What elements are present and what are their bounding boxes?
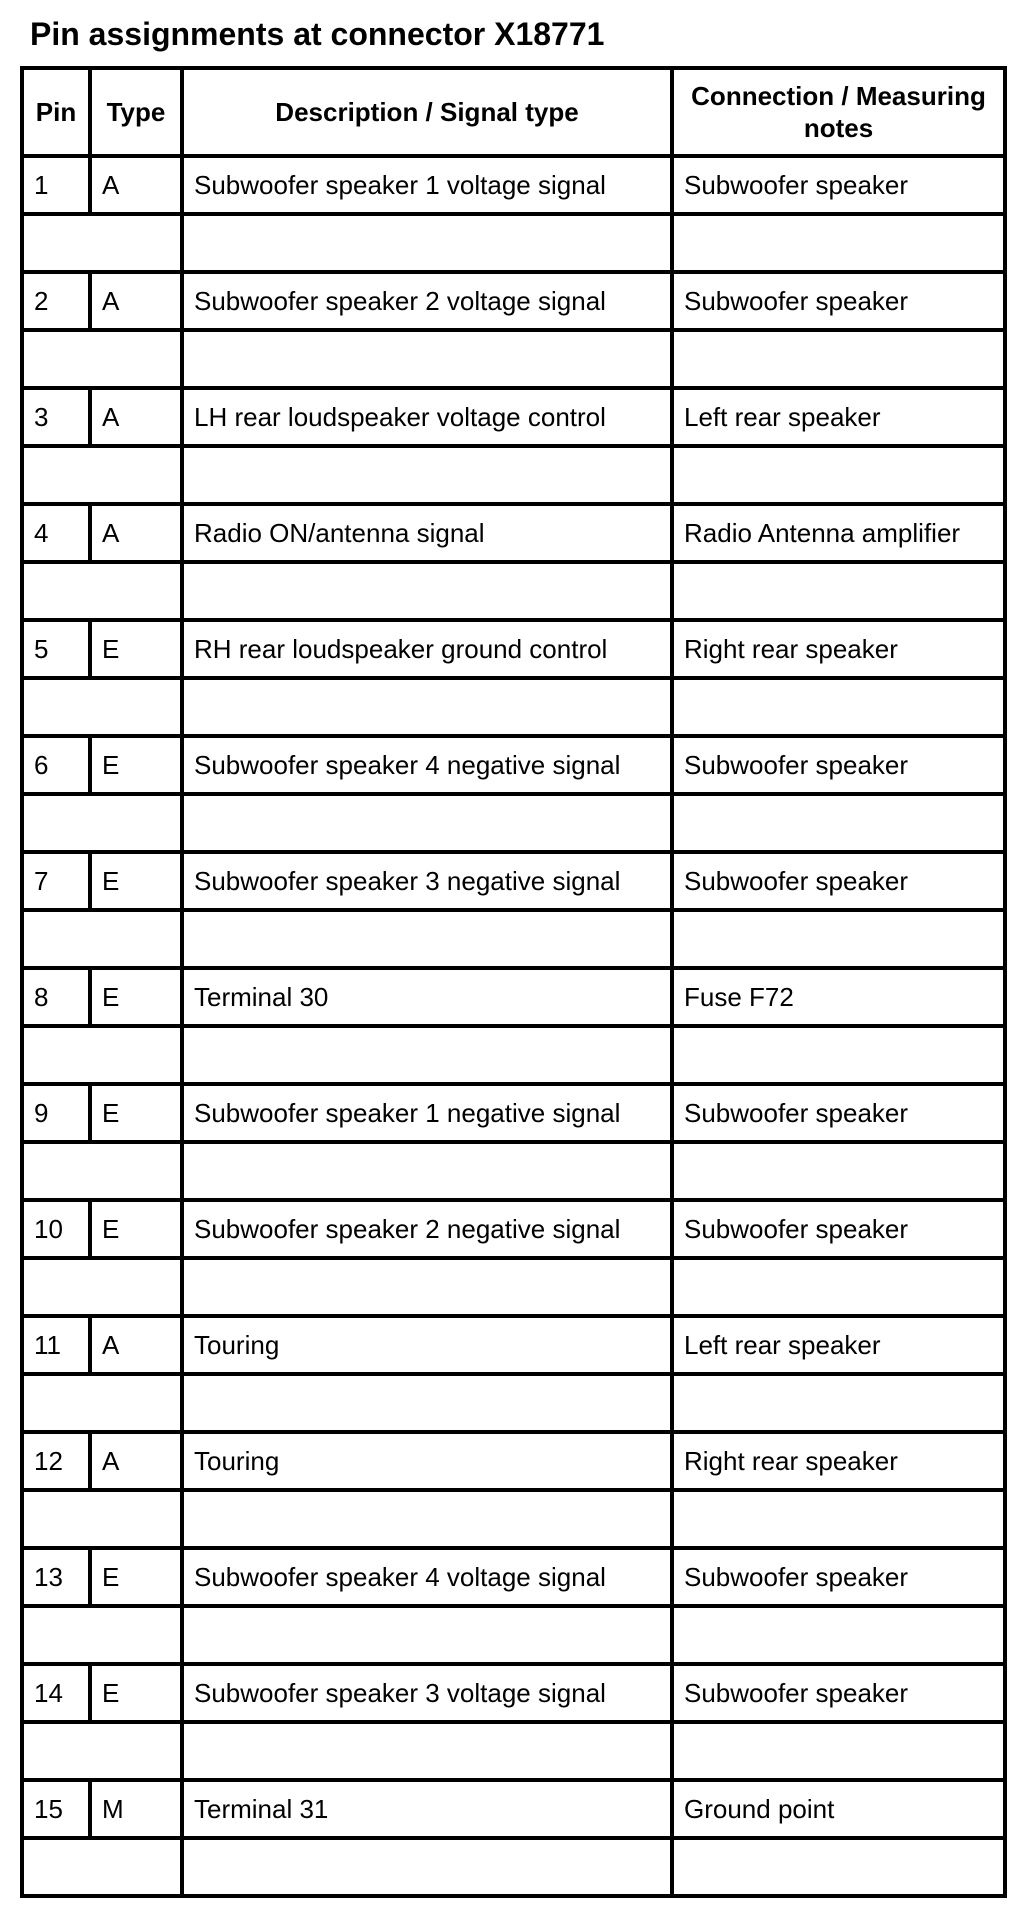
spacer-row (22, 678, 1005, 736)
spacer-row (22, 330, 1005, 388)
spacer-cell (672, 1026, 1005, 1084)
spacer-row (22, 1374, 1005, 1432)
spacer-cell (22, 330, 182, 388)
cell-pin: 15 (22, 1780, 90, 1838)
spacer-cell (672, 910, 1005, 968)
header-connection: Connection / Measuring notes (672, 68, 1005, 156)
cell-type: A (90, 156, 182, 214)
cell-type: E (90, 852, 182, 910)
cell-type: E (90, 1664, 182, 1722)
cell-connection: Right rear speaker (672, 1432, 1005, 1490)
spacer-cell (182, 1606, 672, 1664)
table-row (22, 1548, 1005, 1606)
spacer-row (22, 214, 1005, 272)
cell-description: Terminal 31 (182, 1780, 672, 1838)
cell-pin: 13 (22, 1548, 90, 1606)
cell-type: A (90, 504, 182, 562)
spacer-cell (672, 1606, 1005, 1664)
spacer-row (22, 446, 1005, 504)
cell-connection: Ground point (672, 1780, 1005, 1838)
spacer-cell (672, 446, 1005, 504)
cell-connection: Right rear speaker (672, 620, 1005, 678)
cell-type: A (90, 1432, 182, 1490)
cell-pin: 6 (22, 736, 90, 794)
cell-description: Subwoofer speaker 1 voltage signal (182, 156, 672, 214)
spacer-row (22, 562, 1005, 620)
cell-pin: 9 (22, 1084, 90, 1142)
cell-connection: Radio Antenna amplifier (672, 504, 1005, 562)
spacer-cell (22, 1258, 182, 1316)
cell-pin: 3 (22, 388, 90, 446)
cell-description: Subwoofer speaker 3 negative signal (182, 852, 672, 910)
header-description: Description / Signal type (182, 68, 672, 156)
spacer-cell (182, 1374, 672, 1432)
spacer-cell (182, 1838, 672, 1896)
table-row (22, 504, 1005, 562)
cell-description: Subwoofer speaker 1 negative signal (182, 1084, 672, 1142)
spacer-cell (182, 1722, 672, 1780)
cell-connection: Subwoofer speaker (672, 1664, 1005, 1722)
spacer-cell (22, 214, 182, 272)
cell-description: Subwoofer speaker 3 voltage signal (182, 1664, 672, 1722)
spacer-cell (672, 1490, 1005, 1548)
table-row (22, 156, 1005, 214)
spacer-row (22, 1838, 1005, 1896)
spacer-cell (22, 446, 182, 504)
spacer-row (22, 1258, 1005, 1316)
cell-connection: Subwoofer speaker (672, 1548, 1005, 1606)
spacer-cell (672, 214, 1005, 272)
spacer-cell (672, 1722, 1005, 1780)
spacer-cell (672, 562, 1005, 620)
spacer-cell (22, 1374, 182, 1432)
spacer-cell (672, 1142, 1005, 1200)
cell-type: M (90, 1780, 182, 1838)
table-row (22, 1664, 1005, 1722)
header-pin: Pin (22, 68, 90, 156)
spacer-cell (182, 562, 672, 620)
cell-connection: Left rear speaker (672, 388, 1005, 446)
cell-description: Terminal 30 (182, 968, 672, 1026)
spacer-row (22, 1606, 1005, 1664)
cell-type: E (90, 1548, 182, 1606)
cell-pin: 7 (22, 852, 90, 910)
spacer-cell (22, 1722, 182, 1780)
cell-connection: Fuse F72 (672, 968, 1005, 1026)
spacer-row (22, 1142, 1005, 1200)
spacer-row (22, 794, 1005, 852)
cell-description: Touring (182, 1316, 672, 1374)
cell-description: Subwoofer speaker 4 voltage signal (182, 1548, 672, 1606)
table-row (22, 1316, 1005, 1374)
spacer-cell (22, 1142, 182, 1200)
table-row (22, 1084, 1005, 1142)
header-type: Type (90, 68, 182, 156)
spacer-cell (182, 446, 672, 504)
cell-description: RH rear loudspeaker ground control (182, 620, 672, 678)
table-body (22, 156, 1005, 1896)
cell-pin: 12 (22, 1432, 90, 1490)
page-title: Pin assignments at connector X18771 (30, 16, 605, 52)
spacer-cell (182, 1258, 672, 1316)
spacer-cell (672, 678, 1005, 736)
cell-pin: 11 (22, 1316, 90, 1374)
cell-connection: Subwoofer speaker (672, 1200, 1005, 1258)
cell-type: A (90, 388, 182, 446)
cell-type: E (90, 620, 182, 678)
cell-type: E (90, 1084, 182, 1142)
spacer-cell (672, 794, 1005, 852)
table-row (22, 852, 1005, 910)
spacer-cell (672, 1838, 1005, 1896)
cell-connection: Subwoofer speaker (672, 156, 1005, 214)
spacer-cell (672, 1258, 1005, 1316)
cell-description: Subwoofer speaker 2 negative signal (182, 1200, 672, 1258)
cell-description: Subwoofer speaker 2 voltage signal (182, 272, 672, 330)
spacer-cell (182, 1490, 672, 1548)
spacer-cell (22, 1838, 182, 1896)
spacer-cell (182, 1026, 672, 1084)
cell-description: Touring (182, 1432, 672, 1490)
cell-description: Radio ON/antenna signal (182, 504, 672, 562)
spacer-row (22, 1722, 1005, 1780)
cell-description: Subwoofer speaker 4 negative signal (182, 736, 672, 794)
cell-connection: Subwoofer speaker (672, 1084, 1005, 1142)
table-row (22, 968, 1005, 1026)
cell-pin: 14 (22, 1664, 90, 1722)
spacer-row (22, 1026, 1005, 1084)
cell-connection: Left rear speaker (672, 1316, 1005, 1374)
spacer-cell (22, 1026, 182, 1084)
table-row (22, 388, 1005, 446)
spacer-cell (182, 1142, 672, 1200)
spacer-cell (22, 1606, 182, 1664)
spacer-cell (182, 910, 672, 968)
table-row (22, 1432, 1005, 1490)
spacer-cell (22, 1490, 182, 1548)
table-row (22, 272, 1005, 330)
table-row (22, 736, 1005, 794)
spacer-cell (182, 794, 672, 852)
cell-pin: 10 (22, 1200, 90, 1258)
cell-pin: 2 (22, 272, 90, 330)
spacer-cell (22, 678, 182, 736)
spacer-cell (182, 214, 672, 272)
cell-type: E (90, 968, 182, 1026)
table-header-row (22, 68, 1005, 156)
spacer-cell (182, 330, 672, 388)
cell-type: A (90, 1316, 182, 1374)
spacer-cell (22, 562, 182, 620)
table-row (22, 1200, 1005, 1258)
cell-pin: 1 (22, 156, 90, 214)
spacer-cell (672, 1374, 1005, 1432)
cell-type: A (90, 272, 182, 330)
table-row (22, 1780, 1005, 1838)
cell-connection: Subwoofer speaker (672, 272, 1005, 330)
cell-connection: Subwoofer speaker (672, 736, 1005, 794)
spacer-cell (22, 910, 182, 968)
spacer-cell (22, 794, 182, 852)
spacer-row (22, 1490, 1005, 1548)
cell-type: E (90, 736, 182, 794)
cell-pin: 8 (22, 968, 90, 1026)
cell-type: E (90, 1200, 182, 1258)
spacer-cell (672, 330, 1005, 388)
cell-pin: 5 (22, 620, 90, 678)
cell-description: LH rear loudspeaker voltage control (182, 388, 672, 446)
spacer-cell (182, 678, 672, 736)
cell-pin: 4 (22, 504, 90, 562)
table-row (22, 620, 1005, 678)
spacer-row (22, 910, 1005, 968)
pin-assignment-table (20, 66, 1007, 1898)
cell-connection: Subwoofer speaker (672, 852, 1005, 910)
